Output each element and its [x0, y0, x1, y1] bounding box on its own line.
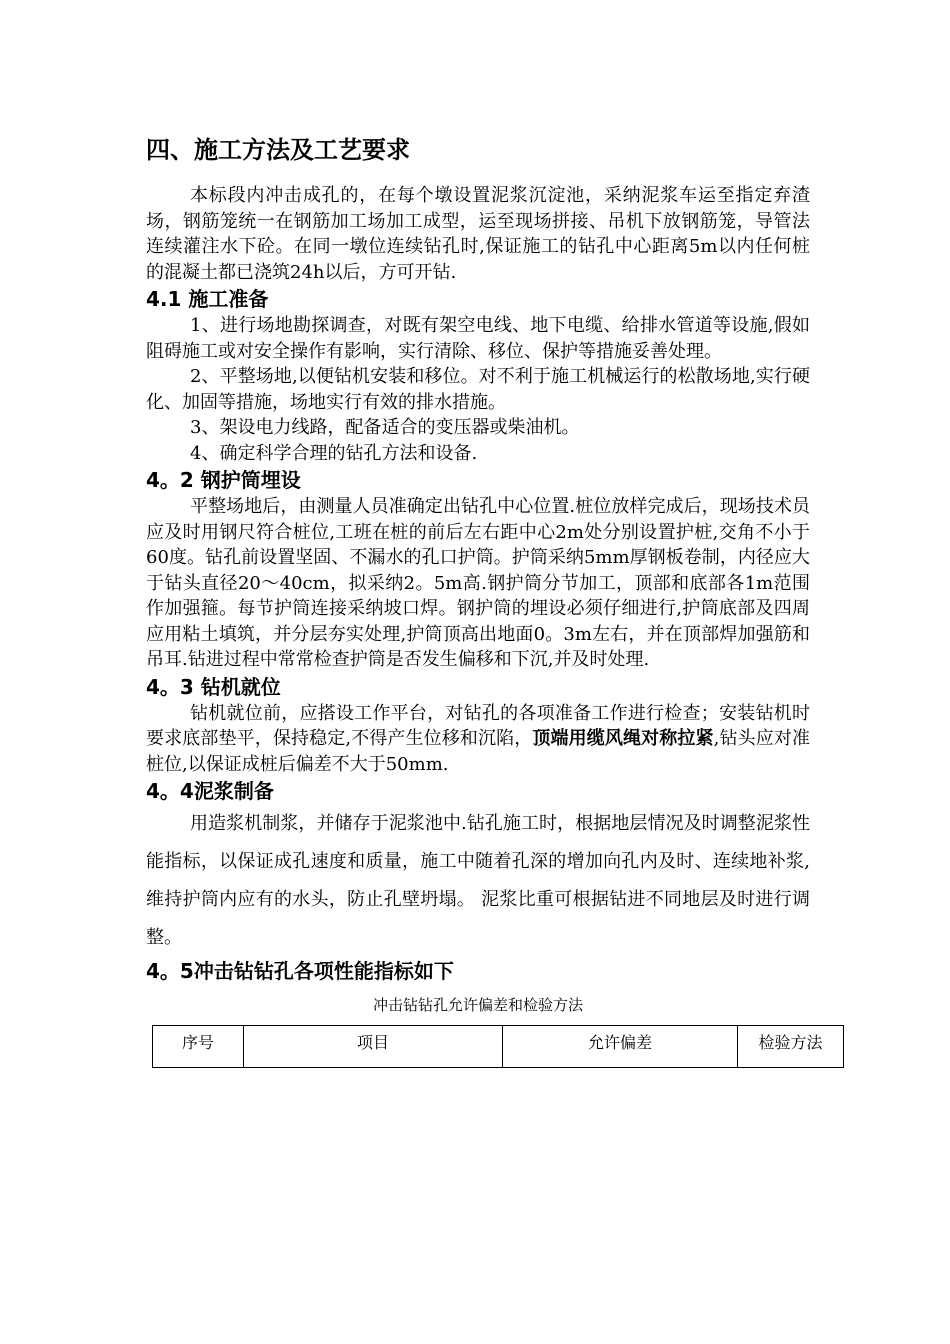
col-header-tolerance: 允许偏差 — [503, 1026, 738, 1068]
tolerance-table — [152, 1025, 844, 1068]
rig-text-a: 钻机就位前，应搭设工作平台，对钻孔的各项准备工作进行检查；安装钻机时要求底部垫平，保持稳定,不得产生位移和沉陷， — [146, 702, 810, 749]
section-4-1-heading: 4.1 施工准备 — [146, 287, 269, 311]
prep-item-4: 4、确定科学合理的钻孔方法和设备. — [190, 442, 478, 464]
prep-item-3: 3、架设电力线路，配备适合的变压器或柴油机。 — [190, 417, 580, 438]
prep-item-2: 2、平整场地,以便钻机安装和移位。对不利于施工机械运行的松散场地,实行硬化、加固等措施，场地实行有效的排水措施。 — [146, 366, 810, 413]
rig-text-b: ,钻头应对准桩位,以保证成桩后偏差不大于50mm. — [146, 728, 810, 775]
intro-paragraph: 本标段内冲击成孔的，在每个墩设置泥浆沉淀池，采纳泥浆车运至指定弃渣场，钢筋笼统一在钢筋加工场加工成型，运至现场拼接、吊机下放钢筋笼，导管法连续灌注水下砼。在同一墩位连续钻孔时,保证施工的钻孔中心距离5m以内任何桩的混凝土都已浇筑24h以后，方可开钻. — [146, 185, 810, 283]
table-caption: 冲击钻钻孔允许偏差和检验方法 — [372, 996, 583, 1014]
casing-paragraph: 平整场地后，由测量人员准确定出钻孔中心位置.桩位放样完成后，现场技术员应及时用钢尺符合桩位,工班在桩的前后左右距中心2m处分别设置护桩,交角不小于60度。钻孔前设置坚固、不漏水的孔口护筒。护筒采纳5mm厚钢板卷制，内径应大于钻头直径20～40cm，拟采纳2。5m高.钢护筒分节加工，顶部和底部各1m范围作加强箍。每节护筒连接采纳坡口焊。钢护筒的埋设必须仔细进行,护筒底部及四周应用粘土填筑，并分层夯实处理,护筒顶高出地面0。3m左右，并在顶部焊加强筋和吊耳.钻进过程中常常检查护筒是否发生偏移和下沉,并及时处理. — [146, 496, 810, 670]
rig-paragraph — [146, 701, 810, 778]
table-header-row — [153, 1026, 844, 1068]
col-header-index: 序号 — [153, 1026, 244, 1068]
rig-text-bold: 顶端用缆风绳对称拉紧 — [532, 728, 714, 749]
prep-item-1: 1、进行场地勘探调查，对既有架空电线、地下电缆、给排水管道等设施,假如阻碍施工或对安全操作有影响，实行清除、移位、保护等措施妥善处理。 — [146, 315, 810, 362]
section-4-3-heading: 4。3 钻机就位 — [146, 674, 281, 699]
col-header-method: 检验方法 — [738, 1026, 844, 1068]
chapter-title: 四、施工方法及工艺要求 — [146, 136, 410, 164]
slurry-paragraph: 用造浆机制浆，并储存于泥浆池中.钻孔施工时，根据地层情况及时调整泥浆性能指标，以保证成孔速度和质量，施工中随着孔深的增加向孔内及时、连续地补浆,维持护筒内应有的水头，防止孔壁坍塌。 泥浆比重可根据钻进不同地层及时进行调整。 — [146, 813, 810, 948]
document-body — [146, 133, 823, 1068]
section-4-5-heading: 4。5冲击钻钻孔各项性能指标如下 — [146, 959, 454, 983]
section-4-4-heading: 4。4泥浆制备 — [146, 779, 274, 803]
col-header-item: 项目 — [244, 1026, 503, 1068]
section-4-2-heading: 4。2 钢护筒埋设 — [146, 468, 301, 492]
